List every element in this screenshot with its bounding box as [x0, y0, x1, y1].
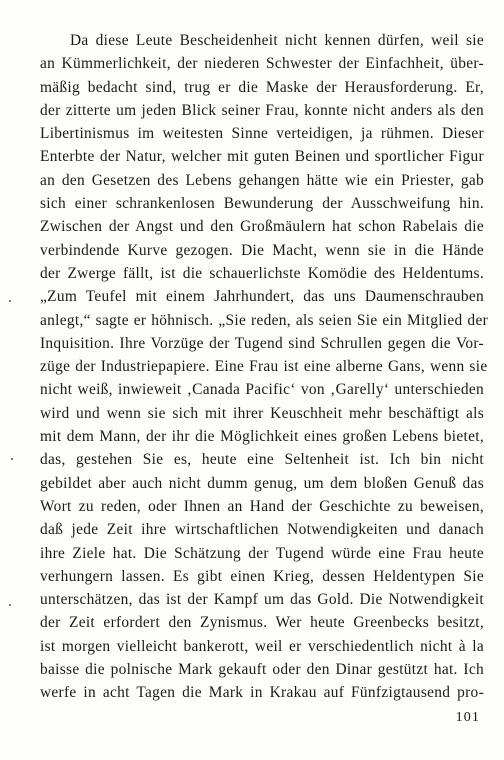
text-line: Da diese Leute Bescheidenheit nicht kennen dürfen, weil sie — [70, 32, 484, 49]
text-line: werfe in acht Tagen die Mark in Krakau auf Fünfzigtausend pro- — [40, 684, 484, 702]
text-line: Libertinismus im weitesten Sinne verteidigen, ja rühmen. Dieser — [40, 125, 484, 143]
paper-speck — [11, 458, 13, 460]
text-line: an den Gesetzen des Lebens gehangen hätte wie ein Priester, gab — [40, 171, 484, 189]
paper-speck — [9, 604, 11, 606]
text-line: züge der Industriepapiere. Eine Frau ist eine alberne Gans, wenn sie — [40, 358, 488, 376]
text-line: anlegt,“ sagte er höhnisch. „Sie reden, als seien Sie ein Mitglied der — [40, 311, 489, 329]
text-line: ihre Ziele hat. Die Schätzung der Tugend würde eine Frau heute — [40, 544, 484, 562]
text-line: nicht weiß, inwieweit ‚Canada Pacific‘ von ‚Garelly‘ unterschieden — [40, 381, 484, 399]
text-line: mäßig bedacht sind, trug er die Maske der Herausforderung. Er, — [40, 78, 484, 96]
text-line: der Zwerge fällt, ist die schauerlichste Komödie des Heldentums. — [40, 264, 484, 282]
text-line: verhungern lassen. Es gibt einen Krieg, dessen Heldentypen Sie — [40, 567, 484, 585]
text-line: sich einer schrankenlosen Bewunderung der Ausschweifung hin. — [40, 195, 484, 213]
text-line: das, gestehen Sie es, heute eine Seltenheit ist. Ich bin nicht — [40, 451, 484, 469]
text-line: wird und wenn sie sich mit ihrer Keuschheit mehr beschäftigt als — [40, 404, 484, 422]
paper-speck — [9, 300, 11, 302]
text-line: daß jede Zeit ihre wirtschaftlichen Notwendigkeiten und danach — [40, 521, 484, 539]
page-number: 101 — [455, 710, 480, 725]
text-line: Enterbte der Natur, welcher mit guten Beinen und sportlicher Figur — [40, 148, 484, 166]
text-line: mit dem Mann, der ihr die Möglichkeit eines großen Lebens bietet, — [40, 428, 484, 446]
text-line: der zitterte um jeden Blick seiner Frau, konnte nicht anders als den — [40, 101, 484, 119]
text-line: „Zum Teufel mit einem Jahrhundert, das uns Daumenschrauben — [40, 288, 484, 306]
text-line: baisse die polnische Mark gekauft oder den Dinar gestützt hat. Ich — [40, 661, 484, 679]
text-line: der Zeit erfordert den Zynismus. Wer heute Greenbecks besitzt, — [40, 614, 484, 632]
body-text — [40, 29, 489, 705]
text-line: an Kümmerlichkeit, der niederen Schwester der Einfachheit, über- — [40, 55, 484, 73]
text-line: gebildet aber auch nicht dumm genug, um dem bloßen Genuß das — [40, 474, 484, 492]
text-line: Zwischen der Angst und den Großmäulern hat schon Rabelais die — [40, 218, 484, 236]
text-line: Inquisition. Ihre Vorzüge der Tugend sind Schrullen gegen die Vor- — [40, 334, 484, 352]
text-line: ist morgen vielleicht bankerott, weil er verschiedentlich nicht à la — [40, 637, 484, 655]
text-line: Wort zu reden, oder Ihnen an Hand der Geschichte zu beweisen, — [40, 497, 484, 515]
text-line: unterschätzen, das ist der Kampf um das Gold. Die Notwendigkeit — [40, 591, 484, 609]
text-line: verbindende Kurve gezogen. Die Macht, wenn sie in die Hände — [40, 241, 484, 259]
